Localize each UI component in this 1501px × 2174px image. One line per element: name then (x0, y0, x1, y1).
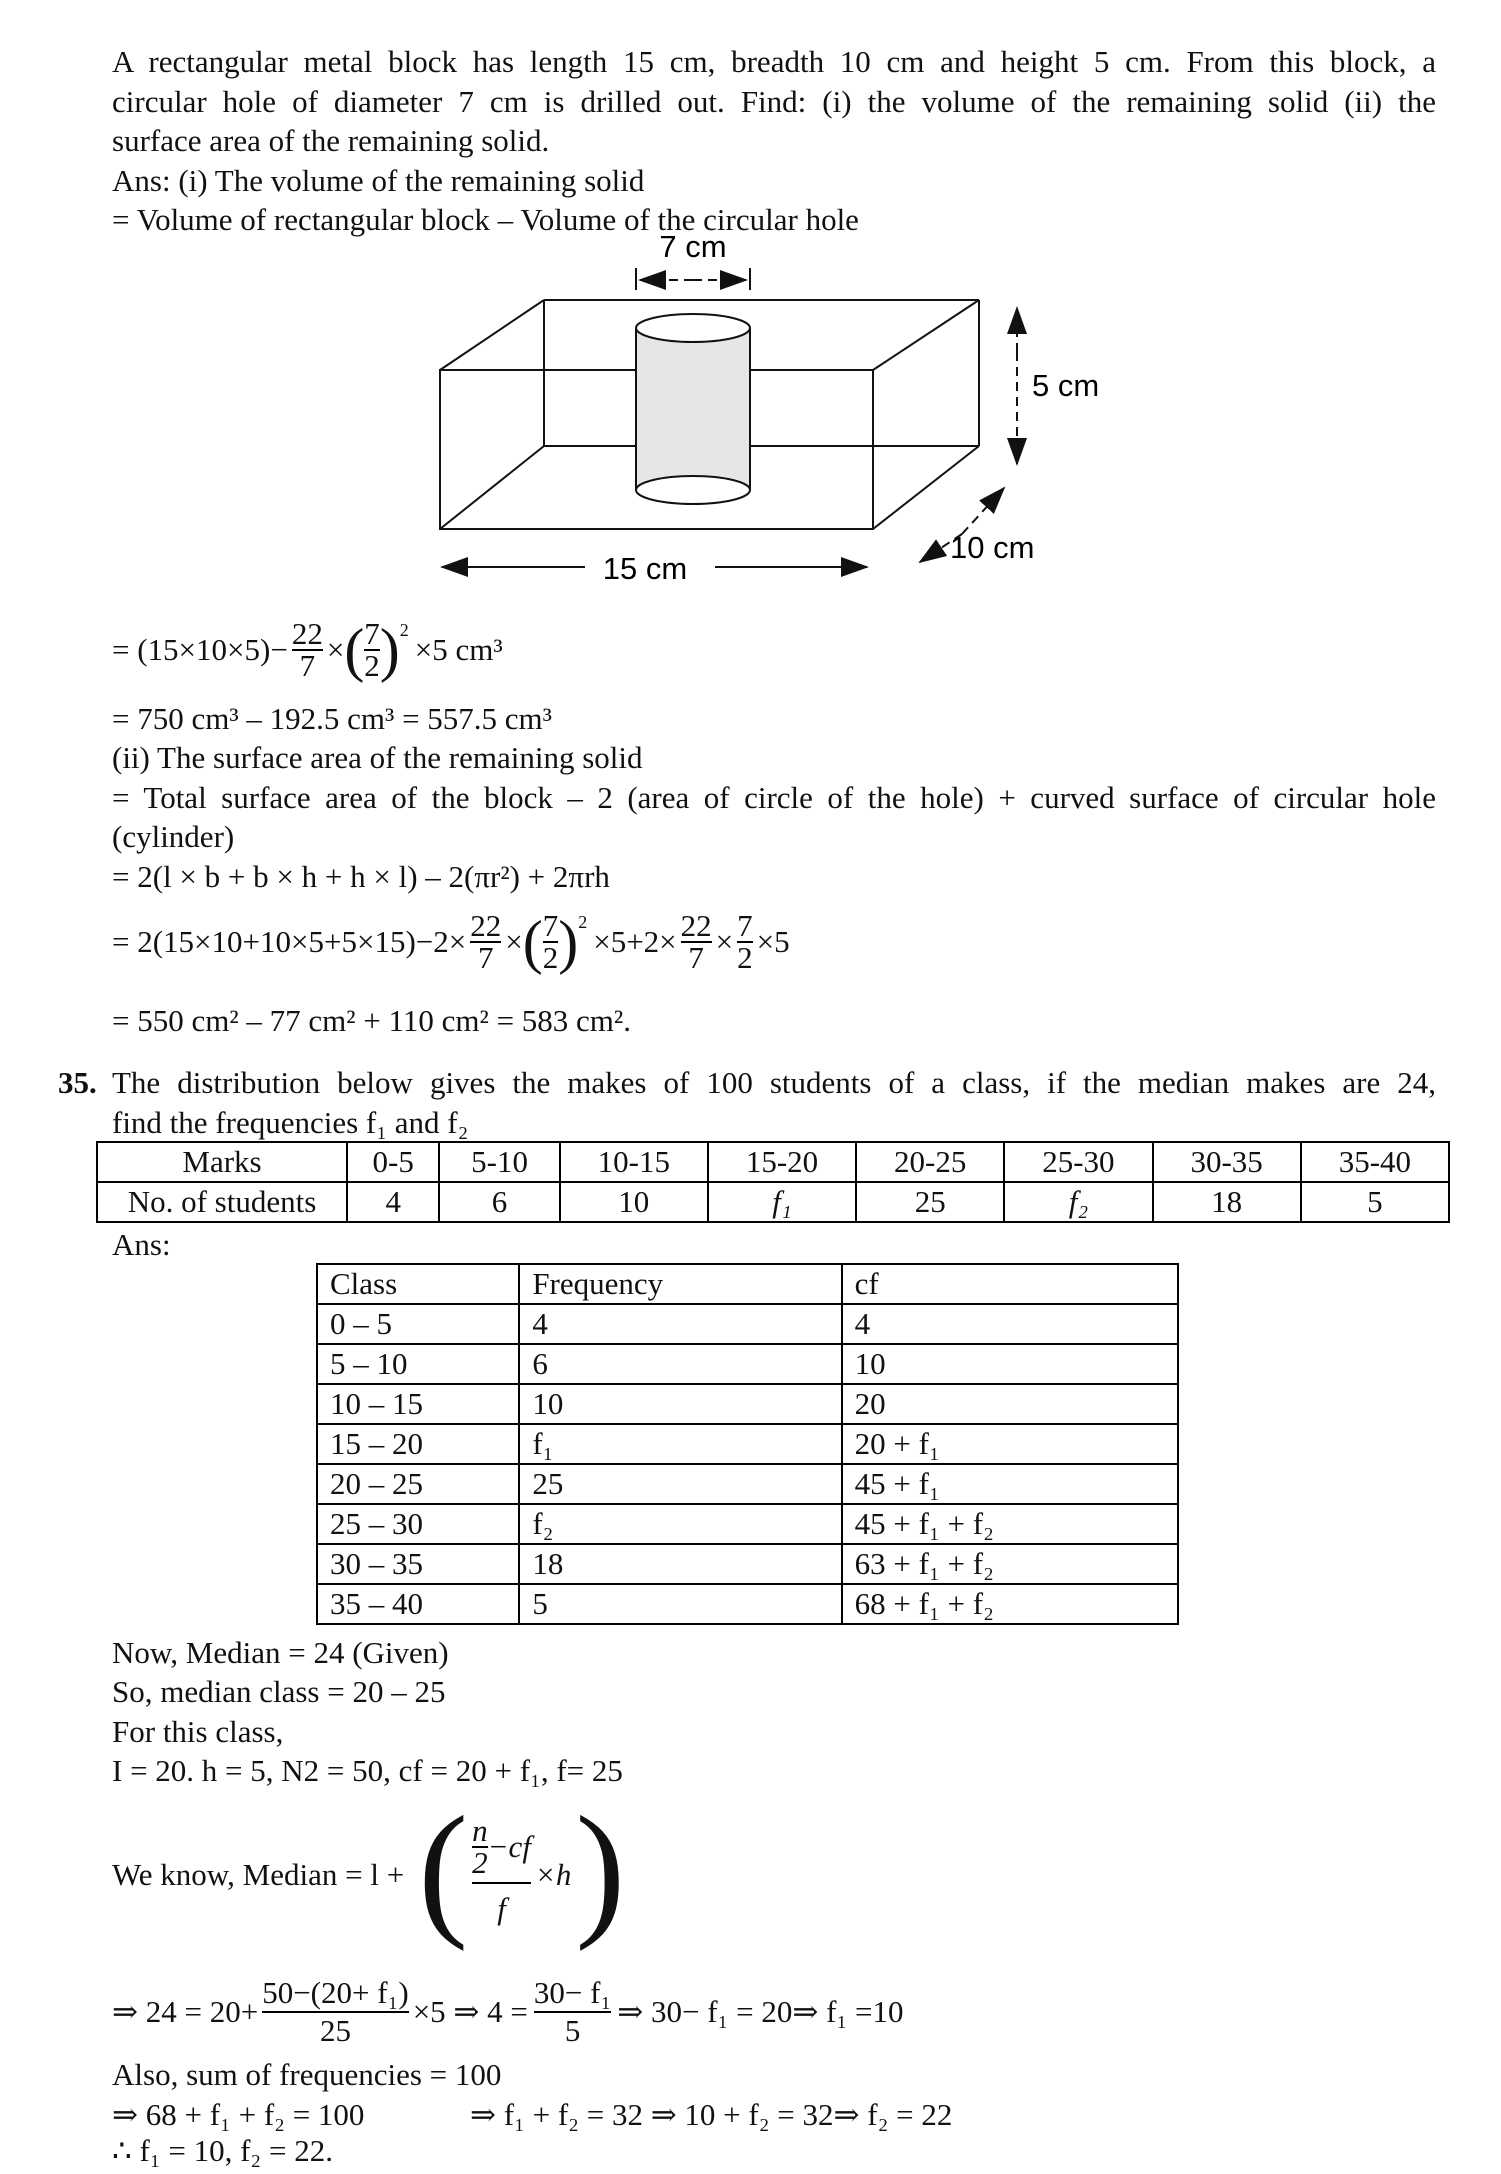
table-cell: 30 – 35 (317, 1544, 519, 1584)
fraction (291, 616, 323, 683)
table-cell: 68 + f₁ + f₂ (842, 1584, 1178, 1624)
table-row (317, 1504, 1178, 1544)
sum-step-b: ⇒ f₁ + f₂ = 32 ⇒ 10 + f₂ = 32⇒ f₂ = 22 (470, 2097, 953, 2132)
table-cell: 15 – 20 (317, 1424, 519, 1464)
table-cell: 4 (347, 1182, 439, 1222)
table-cell: f₂ (519, 1504, 841, 1544)
problem-text-line: The distribution below gives the makes of 100 students of a class, if the median makes are 24, (112, 1065, 1436, 1100)
denominator: 2 (472, 1845, 488, 1880)
table-cell: 10 (519, 1384, 841, 1424)
fraction (534, 1975, 611, 2049)
table-cell: No. of students (97, 1182, 347, 1222)
step-lead: ⇒ 24 = 20+ (112, 1994, 259, 2029)
denominator: f (497, 1891, 506, 1926)
class-values: I = 20. h = 5, N2 = 50, cf = 20 + f₁, f= 25 (112, 1753, 623, 1788)
table-cell: f₁ (519, 1424, 841, 1464)
table-cell: 0-5 (347, 1142, 439, 1182)
table-cell: 20 (842, 1384, 1178, 1424)
table-cell: f₁ (708, 1182, 856, 1222)
calc-lead: = (15×10×5)− (112, 632, 288, 667)
numerator: 22 (470, 908, 502, 943)
table-row (317, 1344, 1178, 1384)
part-two-heading: (ii) The surface area of the remaining solid (112, 740, 643, 775)
table-cell: 20 – 25 (317, 1464, 519, 1504)
table-cell: 6 (519, 1344, 841, 1384)
final-answer: ∴ f₁ = 10, f₂ = 22. (112, 2133, 333, 2168)
denominator: 7 (688, 940, 704, 975)
formula-lead: We know, Median = l + (112, 1857, 405, 1892)
table-cell: Marks (97, 1142, 347, 1182)
frequency-table (316, 1263, 1179, 1625)
denominator: 2 (542, 940, 559, 975)
table-cell: 25 (519, 1464, 841, 1504)
question-number: 35. (58, 1065, 97, 1100)
fraction (262, 1975, 409, 2049)
numerator: 7 (364, 616, 380, 651)
volume-result: = 750 cm³ – 192.5 cm³ = 557.5 cm³ (112, 701, 552, 736)
denominator: 2 (364, 648, 380, 683)
table-cell: 10 – 15 (317, 1384, 519, 1424)
table-row (317, 1424, 1178, 1464)
volume-calc: = (15×10×5)− $\frac{22}{7}$ × ( $\frac{7}{2}$ ) 2 ×5 cm³ (112, 610, 503, 690)
numerator: n (472, 1813, 488, 1848)
denominator: 2 (737, 940, 753, 975)
problem-text-line: circular hole of diameter 7 cm is drilled out. Find: (i) the volume of the remaining solid (ii) the (112, 84, 1436, 119)
block-with-hole-figure (420, 232, 1140, 602)
sum-step-a: ⇒ 68 + f₁ + f₂ = 100 (112, 2097, 365, 2132)
table-cell: Class (317, 1264, 519, 1304)
numerator: 7 (542, 908, 559, 943)
fraction (542, 908, 559, 975)
median-class: So, median class = 20 – 25 (112, 1674, 446, 1709)
fraction (680, 908, 712, 975)
denominator: 7 (299, 648, 316, 683)
label-height: 5 cm (1032, 368, 1100, 403)
table-cell: 5 – 10 (317, 1344, 519, 1384)
table-cell: 25 (856, 1182, 1004, 1222)
table-row (317, 1304, 1178, 1344)
numerator: 7 (737, 908, 753, 943)
table-row (97, 1142, 1449, 1182)
table-row (317, 1544, 1178, 1584)
answer-label: Ans: (112, 1227, 171, 1262)
calc-mid: ×5+2× (593, 924, 677, 959)
fraction (470, 908, 502, 975)
label-diameter: 7 cm (659, 232, 727, 264)
table-cell: 0 – 5 (317, 1304, 519, 1344)
cf-term: −cf (487, 1829, 531, 1864)
table-cell: 5 (1301, 1182, 1449, 1222)
table-cell: 25 – 30 (317, 1504, 519, 1544)
table-cell: 45 + f₁ + f₂ (842, 1504, 1178, 1544)
table-cell: 4 (519, 1304, 841, 1344)
table-cell: 25-30 (1004, 1142, 1152, 1182)
surface-area-result: = 550 cm² – 77 cm² + 110 cm² = 583 cm². (112, 1003, 631, 1038)
table-cell: 18 (1153, 1182, 1301, 1222)
table-cell: Frequency (519, 1264, 841, 1304)
surface-area-calc: = 2(15×10+10×5+5×15)−2× $\frac{22}{7}$ × ( $\frac{7}{2}$ ) 2 ×5+2× $\frac{22}{7}$ × $\frac{7}{2}$ ×5 (112, 902, 790, 982)
cylinder-hole (636, 314, 750, 504)
h-term: ×h (534, 1857, 572, 1892)
table-row (317, 1584, 1178, 1624)
table-cell: 5-10 (439, 1142, 559, 1182)
table-cell: 10 (560, 1182, 708, 1222)
surface-area-statement-cont: (cylinder) (112, 819, 235, 854)
table-row (317, 1384, 1178, 1424)
fraction (364, 616, 380, 683)
median-steps (112, 1970, 903, 2054)
table-cell: 20 + f₁ (842, 1424, 1178, 1464)
numerator: 22 (291, 616, 323, 651)
surface-area-formula: = 2(l × b + b × h + h × l) – 2(πr²) + 2πrh (112, 859, 610, 894)
denominator: 25 (319, 2013, 351, 2048)
fraction (737, 908, 753, 975)
median-formula: We know, Median = l + ( $\frac{n}{2}$ −cf f ×h ) (112, 1786, 626, 1952)
calc-tail: ×5 cm³ (414, 632, 503, 667)
step-result: ⇒ 30− f₁ = 20⇒ f₁ =10 (617, 1994, 904, 2029)
numerator: 22 (680, 908, 712, 943)
table-row (317, 1264, 1178, 1304)
sum-statement: Also, sum of frequencies = 100 (112, 2057, 502, 2092)
for-this-class: For this class, (112, 1714, 284, 1749)
surface-area-statement: = Total surface area of the block – 2 (area of circle of the hole) + curved surface of circular hole (112, 780, 1436, 815)
table-cell: 10-15 (560, 1142, 708, 1182)
table-cell: 35-40 (1301, 1142, 1449, 1182)
table-cell: cf (842, 1264, 1178, 1304)
label-length: 15 cm (602, 551, 688, 586)
table-cell: 20-25 (856, 1142, 1004, 1182)
table-cell: 15-20 (708, 1142, 856, 1182)
table-cell: 30-35 (1153, 1142, 1301, 1182)
problem-text-line: find the frequencies f₁ and f₂ (112, 1105, 469, 1140)
table-row (317, 1464, 1178, 1504)
table-cell: 6 (439, 1182, 559, 1222)
marks-distribution-table (96, 1141, 1450, 1223)
table-cell: 5 (519, 1584, 841, 1624)
denominator: 7 (478, 940, 494, 975)
table-row (97, 1182, 1449, 1222)
table-cell: 63 + f₁ + f₂ (842, 1544, 1178, 1584)
problem-text-line: A rectangular metal block has length 15 cm, breadth 10 cm and height 5 cm. From this block, a (112, 44, 1436, 79)
table-cell: 4 (842, 1304, 1178, 1344)
volume-statement: = Volume of rectangular block – Volume of the circular hole (112, 202, 859, 237)
calc-tail: ×5 (756, 924, 790, 959)
table-cell: 18 (519, 1544, 841, 1584)
answer-heading: Ans: (i) The volume of the remaining solid (112, 163, 645, 198)
table-cell: 35 – 40 (317, 1584, 519, 1624)
table-cell: 10 (842, 1344, 1178, 1384)
numerator: 50−(20+ f₁) (262, 1975, 409, 2013)
problem-text-line: surface area of the remaining solid. (112, 123, 550, 158)
numerator: 30− f₁ (534, 1975, 611, 2013)
table-cell: 45 + f₁ (842, 1464, 1178, 1504)
median-given: Now, Median = 24 (Given) (112, 1635, 449, 1670)
fraction (472, 1813, 531, 1934)
label-breadth: 10 cm (950, 530, 1035, 565)
calc-lead: = 2(15×10+10×5+5×15)−2× (112, 924, 467, 959)
step-mid: ×5 ⇒ 4 = (412, 1994, 528, 2029)
denominator: 5 (564, 2013, 581, 2048)
table-cell: f₂ (1004, 1182, 1152, 1222)
